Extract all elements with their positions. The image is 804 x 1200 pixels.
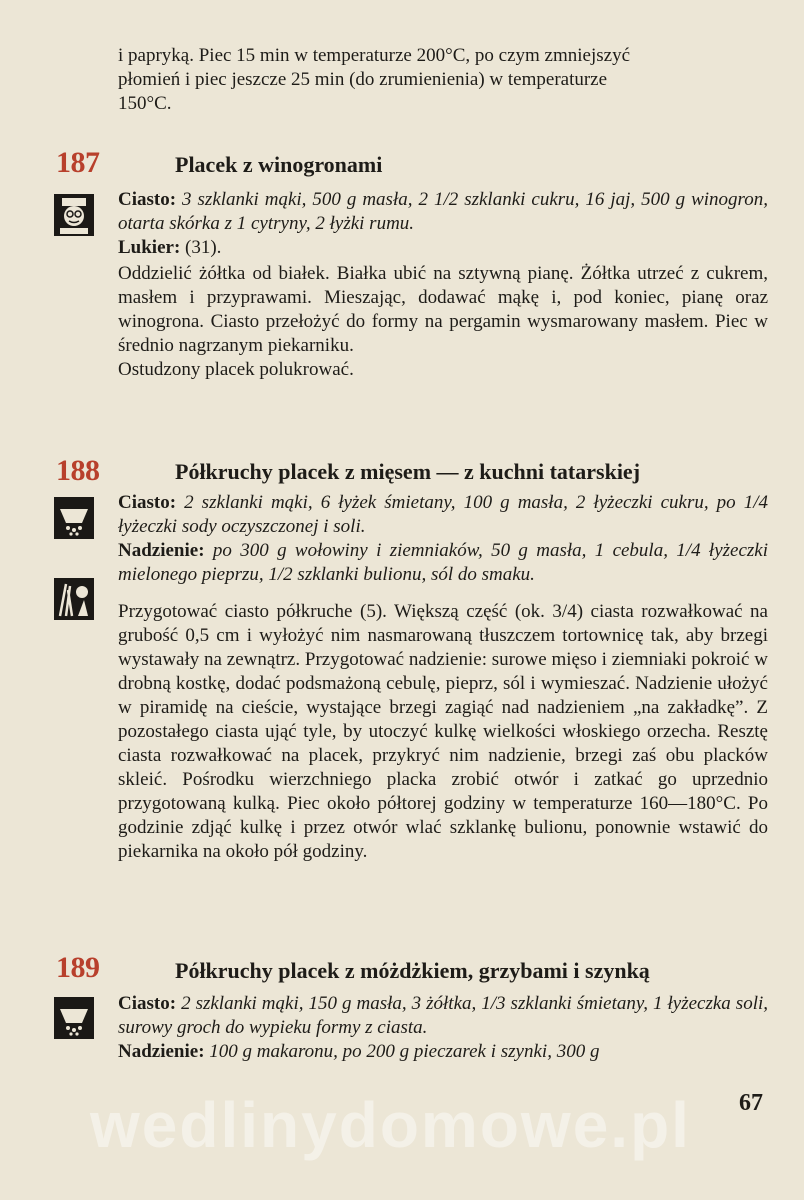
ingredients-list (118, 188, 768, 260)
ingredient-label: Lukier: (118, 237, 181, 258)
ingredient-line (118, 1040, 768, 1064)
intro-text (118, 44, 768, 116)
intro-line: płomień i piec jeszcze 25 min (do zrumienienia) w temperaturze (118, 69, 608, 90)
ingredient-text: 3 szklanki mąki, 500 g masła, 2 1/2 szklanki cukru, 16 jaj, 500 g winogron, otarta skórka z 1 cytryny, 2 łyżki rumu. (118, 189, 768, 234)
ingredient-line (118, 992, 768, 1040)
ingredient-text: 100 g makaronu, po 200 g pieczarek i szynki, 300 g (209, 1041, 600, 1062)
ingredient-line (118, 539, 768, 587)
ingredients-list (118, 992, 768, 1064)
instructions (118, 600, 768, 864)
page-number: 67 (739, 1090, 763, 1116)
ingredient-label: Ciasto: (118, 189, 177, 210)
ingredient-line (118, 236, 768, 260)
ingredient-text: 2 szklanki mąki, 150 g masła, 3 żółtka, 1/3 szklanki śmietany, 1 łyżeczka soli, surowy groch do wypieku formy z ciasta. (118, 993, 769, 1038)
instruction-paragraph: Oddzielić żółtka od białek. Białka ubić na sztywną pianę. Żółtka utrzeć z cukrem, masłem i przyprawami. Mieszając, dodawać mąkę i, pod koniec, pianę oraz winogrona. Ciasto przełożyć do formy na pergamin wysmarowany masłem. Piec w średnio nagrzanym piekarniku. (118, 263, 768, 356)
cook-face-icon (54, 194, 94, 236)
intro-line: i papryką. Piec 15 min w temperaturze 200°C, po czym zmniejszyć (118, 45, 630, 66)
ingredient-label: Nadzienie: (118, 540, 205, 561)
pastry-dish-icon (54, 997, 94, 1039)
intro-line: 150°C. (118, 93, 172, 114)
vegetables-icon (54, 578, 94, 620)
ingredient-label: Ciasto: (118, 492, 177, 513)
recipe-title: Półkruchy placek z mięsem — z kuchni tatarskiej (175, 459, 641, 484)
ingredient-text: 2 szklanki mąki, 6 łyżek śmietany, 100 g masła, 2 łyżeczki cukru, po 1/4 łyżeczki sody oczyszczonej i soli. (118, 492, 768, 537)
ingredient-text: po 300 g wołowiny i ziemniaków, 50 g masła, 1 cebula, 1/4 łyżeczki mielonego pieprzu, 1/2 szklanki bulionu, sól do smaku. (118, 540, 768, 585)
recipe-title: Półkruchy placek z móżdżkiem, grzybami i szynką (175, 958, 650, 983)
ingredient-text: (31). (185, 237, 222, 258)
recipe-number: 189 (56, 951, 100, 984)
ingredient-line (118, 491, 768, 539)
instructions (118, 262, 768, 382)
ingredients-list (118, 491, 768, 587)
recipe-number: 187 (56, 146, 100, 179)
pastry-dish-icon (54, 497, 94, 539)
watermark: wedlinydomowe.pl (90, 1089, 691, 1161)
ingredient-label: Nadzienie: (118, 1041, 205, 1062)
instruction-paragraph: Ostudzony placek polukrować. (118, 359, 354, 380)
instruction-paragraph: Przygotować ciasto półkruche (5). Większą część (ok. 3/4) ciasta rozwałkować na grubość 0,5 cm i wyłożyć nim nasmarowaną tłuszczem tortownicę tak, aby brzegi wystawały na zewnątrz. Przygotować nadzienie: surowe mięso i ziemniaki pokroić w drobną kostkę, dodać podsmażoną cebulę, pieprz, sól i wymieszać. Nadzienie ułożyć w piramidę na cieście, wystające brzegi zagiąć nad nadzieniem „na zakładkę”. Z pozostałego ciasta ująć tyle, by utoczyć kulkę wielkości włoskiego orzecha. Resztę ciasta rozwałkować na placek, przykryć nim nadzienie, brzegi zaś obu placków skleić. Pośrodku wierzchniego placka zrobić otwór i zatkać go uprzednio przygotowaną kulką. Piec około półtorej godziny w temperaturze 160—180°C. Po godzinie zdjąć kulkę i przez otwór wlać szklankę bulionu, ponownie wstawić do piekarnika na około pół godziny. (118, 601, 768, 862)
recipe-number: 188 (56, 454, 100, 487)
ingredient-label: Ciasto: (118, 993, 177, 1014)
recipe-title: Placek z winogronami (175, 152, 383, 177)
ingredient-line (118, 188, 768, 236)
